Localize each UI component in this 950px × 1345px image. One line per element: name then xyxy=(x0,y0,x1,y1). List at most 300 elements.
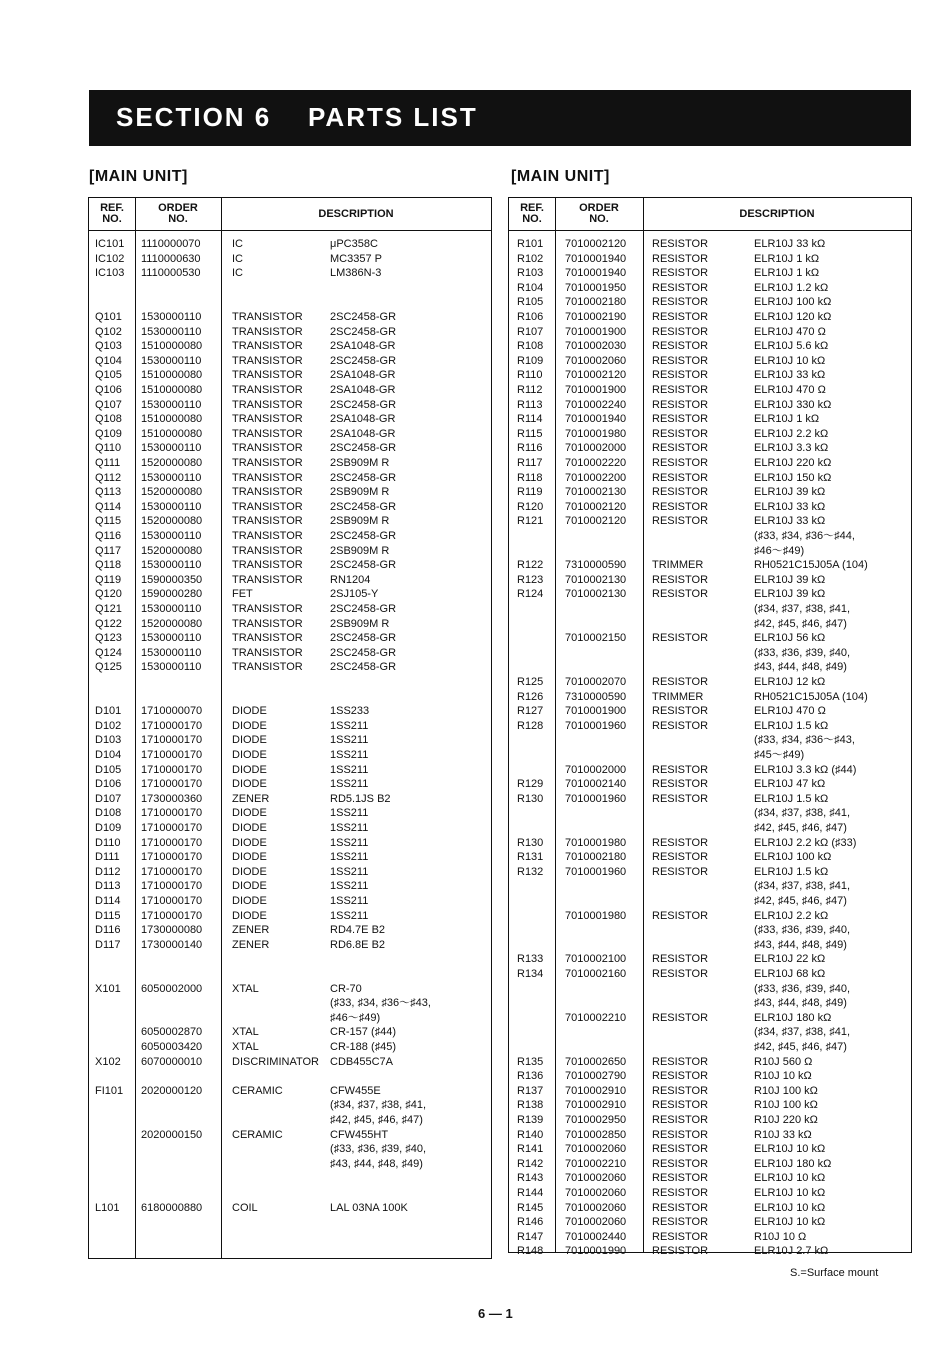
header-order-no: ORDER NO. xyxy=(158,202,198,225)
table-row xyxy=(89,704,491,718)
order-no-cell: 7010001950 xyxy=(565,281,627,294)
part-number-cell: (♯34, ♯37, ♯38, ♯41, xyxy=(754,807,850,820)
order-no-cell: 7010001960 xyxy=(565,865,627,878)
part-number-cell: 2SC2458-GR xyxy=(330,661,397,674)
part-number-cell: ELR10J 120 kΩ xyxy=(754,311,832,323)
description-cell: XTAL xyxy=(232,1026,259,1039)
part-number-cell: 1SS211 xyxy=(330,851,369,864)
part-number-cell: CR-70 xyxy=(330,982,362,995)
order-no-cell: 7010002120 xyxy=(565,500,627,513)
part-number-cell: R10J 10 kΩ xyxy=(754,1070,812,1083)
order-no-cell: 7010002950 xyxy=(565,1114,627,1126)
part-number-cell: RD6.8E B2 xyxy=(330,938,386,951)
description-cell: RESISTOR xyxy=(652,676,709,688)
table-row xyxy=(509,806,911,820)
ref-cell: FI101 xyxy=(95,1084,124,1097)
order-no-cell: 1530000110 xyxy=(141,603,202,615)
table-row xyxy=(89,1055,491,1069)
part-number-cell: 2SC2458-GR xyxy=(330,603,397,615)
order-no-cell: 7010002120 xyxy=(565,369,627,382)
description-cell: RESISTOR xyxy=(652,778,709,791)
table-row xyxy=(89,1011,491,1025)
description-cell: DIODE xyxy=(232,822,267,834)
ref-cell: R136 xyxy=(517,1070,544,1083)
description-cell: RESISTOR xyxy=(652,909,709,922)
description-cell: RESISTOR xyxy=(652,427,709,440)
order-no-cell: 6050002000 xyxy=(141,982,203,995)
left-parts-table xyxy=(88,197,492,1259)
description-cell: RESISTOR xyxy=(652,588,709,601)
order-no-cell: 1710000170 xyxy=(141,778,203,791)
page-number: 6 — 1 xyxy=(478,1306,513,1321)
order-no-cell: 1730000080 xyxy=(141,924,203,937)
description-cell: IC xyxy=(232,252,243,265)
table-row xyxy=(509,266,911,280)
order-no-cell: 7010001900 xyxy=(565,325,627,338)
description-cell: RESISTOR xyxy=(652,792,709,805)
order-no-cell: 7010002060 xyxy=(565,1187,627,1199)
table-row xyxy=(509,471,911,485)
description-cell: TRANSISTOR xyxy=(232,500,303,513)
ref-cell: IC102 xyxy=(95,252,125,265)
ref-cell: R108 xyxy=(517,340,544,353)
description-cell: RESISTOR xyxy=(652,1070,709,1083)
table-row xyxy=(509,398,911,412)
ref-cell: R112 xyxy=(517,384,543,396)
ref-cell: R129 xyxy=(517,778,544,791)
description-cell: RESISTOR xyxy=(652,354,709,367)
order-no-cell: 7010001940 xyxy=(565,413,627,426)
ref-cell: D111 xyxy=(95,851,120,864)
order-no-cell: 7010001900 xyxy=(565,705,627,718)
order-no-cell: 1530000110 xyxy=(141,471,202,484)
table-row xyxy=(89,923,491,937)
order-no-cell: 7010002180 xyxy=(565,851,627,864)
ref-cell: D117 xyxy=(95,938,121,951)
part-number-cell: R10J 220 kΩ xyxy=(754,1114,818,1126)
ref-cell: R146 xyxy=(517,1216,544,1229)
ref-cell: D101 xyxy=(95,705,122,718)
part-number-cell: (♯33, ♯36, ♯39, ♯40, xyxy=(754,924,850,937)
table-row xyxy=(89,748,491,762)
order-no-cell: 7010002000 xyxy=(565,442,627,455)
table-row xyxy=(509,690,911,704)
table-row xyxy=(509,660,911,674)
order-no-cell: 7010002120 xyxy=(565,238,627,250)
ref-cell: R141 xyxy=(517,1143,544,1156)
part-number-cell: (♯34, ♯37, ♯38, ♯41, xyxy=(330,1099,426,1112)
order-no-cell: 1530000110 xyxy=(141,398,202,411)
ref-cell: R132 xyxy=(517,865,544,878)
ref-cell: Q124 xyxy=(95,646,122,659)
ref-cell: R120 xyxy=(517,500,544,513)
order-no-cell: 1530000110 xyxy=(141,442,202,455)
ref-cell: R133 xyxy=(517,953,544,966)
ref-cell: R142 xyxy=(517,1157,544,1170)
header-ref-no: REF. NO. xyxy=(100,202,124,225)
table-row xyxy=(509,879,911,893)
table-row xyxy=(509,456,911,470)
ref-cell: Q123 xyxy=(95,632,122,645)
table-row xyxy=(509,1128,911,1142)
order-no-cell: 1710000170 xyxy=(141,807,203,820)
order-no-cell: 7010002060 xyxy=(565,1172,627,1185)
part-number-cell: CFW455HT xyxy=(330,1128,389,1141)
order-no-cell: 1530000110 xyxy=(141,354,202,367)
order-no-cell: 7010002060 xyxy=(565,354,627,367)
description-cell: RESISTOR xyxy=(652,632,709,645)
table-row xyxy=(509,836,911,850)
part-number-cell: ELR10J 470 Ω xyxy=(754,384,826,396)
description-cell: RESISTOR xyxy=(652,457,709,469)
order-no-cell: 7010002130 xyxy=(565,486,627,499)
table-row xyxy=(89,412,491,426)
ref-cell: Q107 xyxy=(95,398,122,411)
table-row xyxy=(89,792,491,806)
description-cell: RESISTOR xyxy=(652,1055,709,1068)
order-no-cell: 7010002000 xyxy=(565,763,627,776)
ref-cell: R114 xyxy=(517,413,543,426)
description-cell: TRANSISTOR xyxy=(232,530,303,542)
part-number-cell: ELR10J 33 kΩ xyxy=(754,238,826,250)
part-number-cell: ELR10J 3.3 kΩ (♯44) xyxy=(754,763,857,776)
description-cell: TRANSISTOR xyxy=(232,632,303,645)
ref-cell: Q105 xyxy=(95,369,122,382)
ref-cell: Q109 xyxy=(95,427,122,440)
ref-cell: Q102 xyxy=(95,325,122,338)
description-cell: DIODE xyxy=(232,836,267,849)
order-no-cell: 1110000530 xyxy=(141,267,201,280)
ref-cell: R116 xyxy=(517,442,543,455)
part-number-cell: 2SC2458-GR xyxy=(330,398,397,411)
order-no-cell: 6180000880 xyxy=(141,1201,203,1214)
order-no-cell: 7010001980 xyxy=(565,836,627,849)
ref-cell: D109 xyxy=(95,822,122,834)
order-no-cell: 1710000170 xyxy=(141,763,203,776)
table-row xyxy=(509,1186,911,1200)
part-number-cell: (♯34, ♯37, ♯38, ♯41, xyxy=(754,880,850,893)
description-cell: RESISTOR xyxy=(652,340,709,353)
table-row xyxy=(89,617,491,631)
order-no-cell: 7010002210 xyxy=(565,1157,627,1170)
description-cell: RESISTOR xyxy=(652,267,709,280)
order-no-cell: 7010002070 xyxy=(565,676,627,688)
part-number-cell: 2SA1048-GR xyxy=(330,369,396,382)
order-no-cell: 1710000170 xyxy=(141,749,203,761)
table-row xyxy=(89,1025,491,1039)
part-number-cell: ELR10J 10 kΩ xyxy=(754,1143,826,1156)
table-row xyxy=(509,310,911,324)
description-cell: RESISTOR xyxy=(652,384,709,396)
footnote: S.=Surface mount xyxy=(790,1267,879,1279)
ref-cell: X102 xyxy=(95,1055,121,1068)
part-number-cell: ELR10J 10 kΩ xyxy=(754,354,826,367)
description-cell: TRANSISTOR xyxy=(232,398,303,411)
ref-cell: R140 xyxy=(517,1128,544,1141)
order-no-cell: 1710000170 xyxy=(141,909,203,922)
order-no-cell: 1530000110 xyxy=(141,632,202,645)
part-number-cell: ELR10J 39 kΩ xyxy=(754,486,826,499)
order-no-cell: 7010001980 xyxy=(565,427,627,440)
description-cell: RESISTOR xyxy=(652,1143,709,1156)
part-number-cell: ELR10J 10 kΩ xyxy=(754,1201,826,1214)
table-row xyxy=(509,573,911,587)
part-number-cell: 1SS211 xyxy=(330,880,369,893)
order-no-cell: 2020000150 xyxy=(141,1128,203,1141)
description-cell: TRANSISTOR xyxy=(232,413,303,426)
part-number-cell: ♯42, ♯45, ♯46, ♯47) xyxy=(754,895,847,907)
table-row xyxy=(89,587,491,601)
table-row xyxy=(509,1230,911,1244)
order-no-cell: 1710000170 xyxy=(141,865,203,878)
table-row xyxy=(509,1011,911,1025)
table-row xyxy=(509,500,911,514)
ref-cell: R139 xyxy=(517,1114,544,1126)
description-cell: XTAL xyxy=(232,1041,259,1053)
part-number-cell: ELR10J 180 kΩ xyxy=(754,1011,832,1024)
table-row xyxy=(89,544,491,558)
part-number-cell: ♯43, ♯44, ♯48, ♯49) xyxy=(754,997,847,1010)
table-row xyxy=(89,558,491,572)
order-no-cell: 1530000110 xyxy=(141,311,202,323)
part-number-cell: ELR10J 2.2 kΩ xyxy=(754,427,829,440)
ref-cell: Q103 xyxy=(95,340,122,353)
section-number: SECTION 6 xyxy=(116,102,272,132)
ref-cell: Q122 xyxy=(95,617,122,630)
description-cell: COIL xyxy=(232,1201,258,1214)
part-number-cell: ♯43, ♯44, ♯48, ♯49) xyxy=(754,938,847,951)
table-row xyxy=(509,733,911,747)
description-cell: DIODE xyxy=(232,778,267,791)
description-cell: TRANSISTOR xyxy=(232,471,303,484)
order-no-cell: 1520000080 xyxy=(141,457,203,469)
part-number-cell: ELR10J 1 kΩ xyxy=(754,413,820,426)
part-number-cell: (♯33, ♯36, ♯39, ♯40, xyxy=(754,982,850,995)
description-cell: RESISTOR xyxy=(652,1084,709,1097)
order-no-cell: 7010001940 xyxy=(565,252,627,265)
ref-cell: IC103 xyxy=(95,267,125,280)
part-number-cell: 1SS211 xyxy=(330,865,369,878)
part-number-cell: 1SS211 xyxy=(330,778,369,791)
ref-cell: Q113 xyxy=(95,486,122,499)
part-number-cell: 2SB909M R xyxy=(330,544,390,557)
table-row xyxy=(509,865,911,879)
part-number-cell: 1SS211 xyxy=(330,807,369,820)
description-cell: RESISTOR xyxy=(652,851,709,864)
table-row xyxy=(89,427,491,441)
part-number-cell: ELR10J 39 kΩ xyxy=(754,588,826,601)
ref-cell: R143 xyxy=(517,1172,544,1185)
table-row xyxy=(509,441,911,455)
order-no-cell: 7010002130 xyxy=(565,588,627,601)
description-cell: RESISTOR xyxy=(652,1187,709,1199)
order-no-cell: 1710000170 xyxy=(141,880,203,893)
description-cell: RESISTOR xyxy=(652,515,709,528)
ref-cell: R106 xyxy=(517,311,544,323)
description-cell: DIODE xyxy=(232,705,267,718)
table-row xyxy=(509,281,911,295)
part-number-cell: ELR10J 100 kΩ xyxy=(754,296,832,309)
part-number-cell: 2SC2458-GR xyxy=(330,471,397,484)
order-no-cell: 1520000080 xyxy=(141,515,203,528)
part-number-cell: 1SS211 xyxy=(330,749,369,761)
description-cell: DIODE xyxy=(232,807,267,820)
table-row xyxy=(89,646,491,660)
part-number-cell: 2SB909M R xyxy=(330,617,390,630)
table-row xyxy=(509,383,911,397)
order-no-cell: 7310000590 xyxy=(565,559,627,572)
order-no-cell: 1510000080 xyxy=(141,369,203,382)
table-row xyxy=(89,325,491,339)
table-row xyxy=(509,1069,911,1083)
description-cell: TRANSISTOR xyxy=(232,457,303,469)
ref-cell: R104 xyxy=(517,281,544,294)
ref-cell: R127 xyxy=(517,705,544,718)
ref-cell: D115 xyxy=(95,909,121,922)
order-no-cell: 1530000110 xyxy=(141,325,202,338)
part-number-cell: ♯42, ♯45, ♯46, ♯47) xyxy=(754,617,847,630)
description-cell: TRANSISTOR xyxy=(232,603,303,615)
description-cell: RESISTOR xyxy=(652,325,709,338)
description-cell: TRANSISTOR xyxy=(232,427,303,440)
part-number-cell: ELR10J 33 kΩ xyxy=(754,515,826,528)
part-number-cell: ELR10J 1 kΩ xyxy=(754,267,820,280)
order-no-cell: 7010002850 xyxy=(565,1128,627,1141)
description-cell: DIODE xyxy=(232,880,267,893)
table-row xyxy=(509,1142,911,1156)
table-row xyxy=(509,602,911,616)
part-number-cell: CDB455C7A xyxy=(330,1055,393,1068)
part-number-cell: μPC358C xyxy=(330,238,378,250)
ref-cell: R101 xyxy=(517,238,544,250)
table-row xyxy=(89,1142,491,1156)
order-no-cell: 1530000110 xyxy=(141,646,202,659)
description-cell: TRIMMER xyxy=(652,690,704,703)
ref-cell: D114 xyxy=(95,895,121,907)
description-cell: RESISTOR xyxy=(652,1172,709,1185)
table-row xyxy=(509,1171,911,1185)
part-number-cell: ♯43, ♯44, ♯48, ♯49) xyxy=(330,1157,423,1170)
table-row xyxy=(509,354,911,368)
ref-cell: R123 xyxy=(517,573,544,586)
ref-cell: D112 xyxy=(95,865,121,878)
ref-cell: R109 xyxy=(517,354,544,367)
ref-cell: R130 xyxy=(517,792,544,805)
description-cell: DIODE xyxy=(232,749,267,761)
table-row xyxy=(89,806,491,820)
table-row xyxy=(89,471,491,485)
table-row xyxy=(89,894,491,908)
table-row xyxy=(89,368,491,382)
table-row xyxy=(89,1040,491,1054)
description-cell: ZENER xyxy=(232,938,270,951)
table-row xyxy=(89,982,491,996)
part-number-cell: 2SC2458-GR xyxy=(330,325,397,338)
part-number-cell: 2SC2458-GR xyxy=(330,500,397,513)
table-row xyxy=(509,821,911,835)
table-row xyxy=(89,879,491,893)
order-no-cell: 1530000110 xyxy=(141,559,202,572)
description-cell: RESISTOR xyxy=(652,763,709,776)
ref-cell: X101 xyxy=(95,982,121,995)
part-number-cell: 2SC2458-GR xyxy=(330,646,397,659)
table-row xyxy=(89,310,491,324)
table-row xyxy=(509,412,911,426)
description-cell: RESISTOR xyxy=(652,705,709,718)
part-number-cell: 1SS211 xyxy=(330,895,369,907)
part-number-cell: ELR10J 10 kΩ xyxy=(754,1187,826,1199)
table-row xyxy=(89,485,491,499)
part-number-cell: RD4.7E B2 xyxy=(330,924,386,937)
order-no-cell: 1730000140 xyxy=(141,938,203,951)
part-number-cell: ELR10J 470 Ω xyxy=(754,705,826,718)
description-cell: RESISTOR xyxy=(652,1114,709,1126)
order-no-cell: 1710000170 xyxy=(141,734,203,747)
table-row xyxy=(89,383,491,397)
ref-cell: R126 xyxy=(517,690,544,703)
table-row xyxy=(89,850,491,864)
part-number-cell: CR-188 (♯45) xyxy=(330,1041,397,1053)
ref-cell: D108 xyxy=(95,807,122,820)
order-no-cell: 7010001900 xyxy=(565,384,627,396)
description-cell: DIODE xyxy=(232,895,267,907)
table-row xyxy=(89,1157,491,1171)
part-number-cell: RD5.1JS B2 xyxy=(330,792,391,805)
order-no-cell: 1590000350 xyxy=(141,573,203,586)
ref-cell: Q101 xyxy=(95,311,122,323)
table-row xyxy=(509,938,911,952)
part-number-cell: (♯33, ♯34, ♯36〜♯44, xyxy=(754,530,855,542)
description-cell: RESISTOR xyxy=(652,311,709,323)
part-number-cell: (♯33, ♯34, ♯36〜♯43, xyxy=(754,734,855,747)
table-row xyxy=(89,719,491,733)
description-cell: TRANSISTOR xyxy=(232,311,303,323)
table-row xyxy=(509,1040,911,1054)
ref-cell: L101 xyxy=(95,1201,120,1214)
description-cell: TRANSISTOR xyxy=(232,544,303,557)
ref-cell: IC101 xyxy=(95,238,125,250)
description-cell: RESISTOR xyxy=(652,1230,709,1243)
description-cell: DISCRIMINATOR xyxy=(232,1055,319,1068)
table-row xyxy=(509,719,911,733)
table-row xyxy=(509,1098,911,1112)
table-row xyxy=(509,748,911,762)
part-number-cell: 2SA1048-GR xyxy=(330,340,396,353)
part-number-cell: ELR10J 47 kΩ xyxy=(754,778,826,791)
ref-cell: Q108 xyxy=(95,413,122,426)
part-number-cell: ELR10J 33 kΩ xyxy=(754,500,826,513)
part-number-cell: 2SB909M R xyxy=(330,457,390,469)
ref-cell: R110 xyxy=(517,369,543,382)
order-no-cell: 7010001960 xyxy=(565,792,627,805)
ref-cell: Q121 xyxy=(95,603,122,615)
ref-cell: R148 xyxy=(517,1245,544,1258)
table-row xyxy=(509,544,911,558)
part-number-cell: 2SJ105-Y xyxy=(330,588,379,601)
table-row xyxy=(89,1113,491,1127)
ref-cell: R107 xyxy=(517,325,544,338)
table-row xyxy=(89,821,491,835)
description-cell: ZENER xyxy=(232,924,270,937)
order-no-cell: 6050003420 xyxy=(141,1041,203,1053)
description-cell: RESISTOR xyxy=(652,836,709,849)
table-row xyxy=(509,982,911,996)
part-number-cell: ELR10J 150 kΩ xyxy=(754,471,832,484)
table-row xyxy=(89,456,491,470)
ref-cell: D110 xyxy=(95,836,121,849)
description-cell: XTAL xyxy=(232,982,259,995)
part-number-cell: CFW455E xyxy=(330,1084,381,1097)
